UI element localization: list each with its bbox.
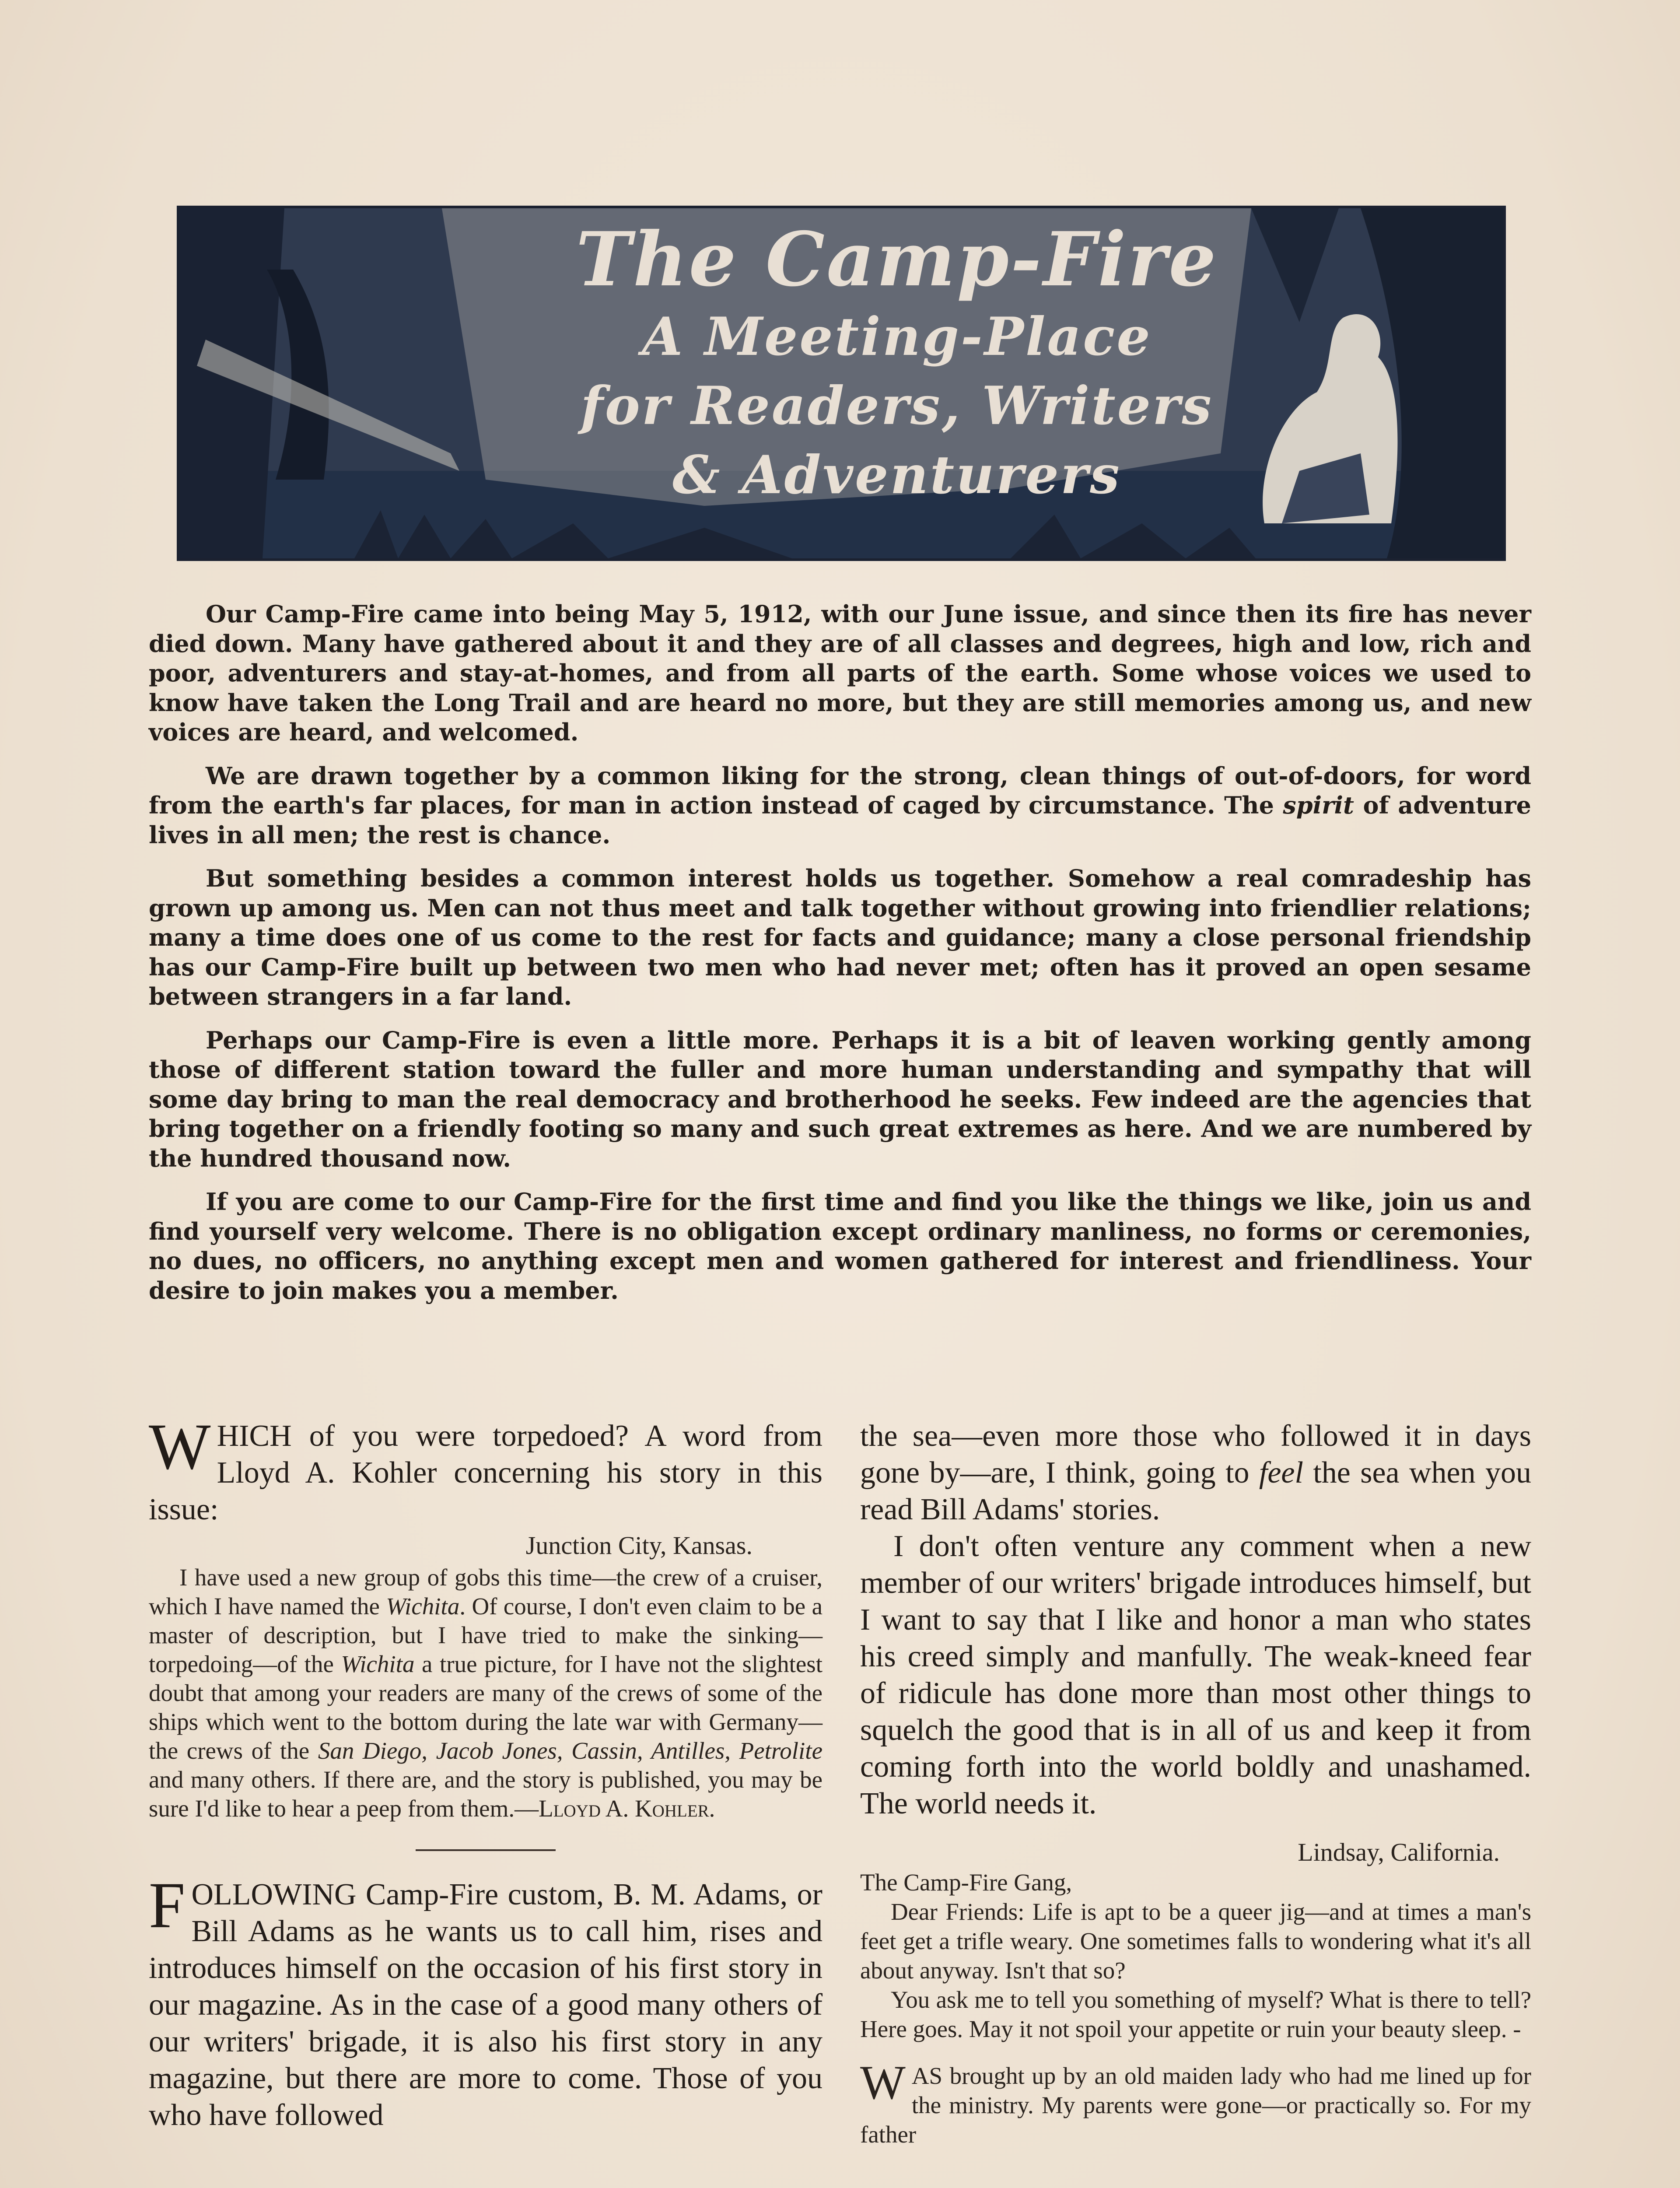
- ship-names: San Diego, Jacob Jones, Cassin, Antilles, Petrolite: [318, 1737, 822, 1764]
- letter-paragraph-drop: [860, 2056, 1531, 2149]
- banner-title-line4: & Adventurers: [672, 444, 1121, 506]
- kohler-intro: [149, 1410, 822, 1528]
- drop-cap: W: [860, 2056, 906, 2109]
- banner-title: [481, 217, 1312, 510]
- letter-location: Junction City, Kansas.: [525, 1531, 752, 1560]
- intro-paragraph-2-a: We are drawn together by a common liking for the strong, clean things of out-of-doors, for word from the earth's far places, for man in action instead of caged by circumstance. The: [149, 761, 1531, 819]
- banner-title-line3: for Readers, Writers: [581, 375, 1213, 437]
- intro-paragraph-5: If you are come to our Camp-Fire for the first time and find you like the things we like, join us and find yourself very welcome. There is no obligation except ordinary manliness, no forms or ceremonies, no dues, no officers, no anything except men and women gathered for interest and friendliness. Your desire to join makes you a member.: [149, 1188, 1531, 1304]
- ship-name: Wichita: [341, 1651, 415, 1677]
- adams-intro: [149, 1869, 822, 2134]
- drop-cap: F: [149, 1869, 186, 1942]
- kohler-letter: [149, 1528, 822, 1823]
- banner-title-line2: A Meeting-Place: [642, 306, 1152, 368]
- paragraph-text: the sea when you read Bill Adams' stories.: [860, 1456, 1531, 1526]
- letter-paragraph-text: AS brought up by an old maiden lady who had me lined up for the ministry. My parents were gone—or practically so. For my father: [860, 2062, 1531, 2148]
- intro-paragraph-2-b: of adventure lives in all men; the rest is chance.: [149, 791, 1531, 849]
- adams-intro-text: OLLOWING Camp-Fire custom, B. M. Adams, or Bill Adams as he wants us to call him, rises and introduces himself on the occasion of his first story in our magazine. As in the case of a good many others of our writers' brigade, it is also his first story in any magazine, but there are more to come. Those of you who have followed: [149, 1878, 822, 2132]
- intro-paragraph-4: Perhaps our Camp-Fire is even a little more. Perhaps it is a bit of leaven working gently among those of different station toward the fuller and more human understanding and sympathy that will some day bring to man the real democracy and brotherhood he seeks. Few indeed are the agencies that bring together on a friendly footing so many and such great extremes as here. And we are numbered by the hundred thousand now.: [149, 1026, 1531, 1172]
- paragraph-text: the sea—even more those who followed it in days gone by—are, I think, going to: [860, 1419, 1531, 1490]
- intro-paragraph-3: But something besides a common interest holds us together. Somehow a real comradeship has grown up among us. Men can not thus meet and talk together without growing into friendlier relations; many a time does one of us come to the rest for facts and guidance; many a close personal friendship has our Camp-Fire built up between two men who had never met; often has it proved an open sesame between strangers in a far land.: [149, 864, 1531, 1010]
- letter-paragraph: Dear Friends: Life is apt to be a queer jig—and at times a man's feet get a trifle weary. One sometimes falls to wondering what it's all about anyway. Isn't that so?: [860, 1898, 1531, 1984]
- emphasis: feel: [1259, 1456, 1303, 1490]
- letter-text: a true picture, for I have not the slightest doubt that among your readers are many of the crews of some of the ships which went to the bottom during the late war with Germany—the crews of the: [149, 1651, 822, 1764]
- editor-comment: I don't often venture any comment when a new member of our writers' brigade introduces himself, but I want to say that I like and honor a man who states his creed simply and manfully. The weak-kneed fear of ridicule has done more than most other things to squelch the good that is in all of us and keep it from coming forth into the world boldly and unashamed. The world needs it.: [860, 1529, 1531, 1820]
- intro-section: [149, 600, 1531, 1319]
- kohler-letter-body: [149, 1563, 822, 1823]
- camp-fire-banner: [177, 206, 1506, 561]
- left-column: [149, 1410, 822, 2134]
- ship-name: Wichita: [386, 1593, 460, 1620]
- letter-text: . Of course, I don't even claim to be a master of description, but I have tried to make the sinking—torpedoing—of the: [149, 1593, 822, 1677]
- letter-text: I have used a new group of gobs this time—the crew of a cruiser, which I have named the: [149, 1564, 822, 1620]
- letter-location: Lindsay, California.: [1298, 1838, 1500, 1866]
- letter-text: and many others. If there are, and the story is published, you may be sure I'd like to hear a peep from them.—: [149, 1766, 822, 1822]
- letter-signature: Lloyd A. Kohler.: [539, 1795, 715, 1822]
- adams-letter: [860, 1837, 1531, 2149]
- letter-paragraph: You ask me to tell you something of myself? What is there to tell? Here goes. May it not spoil your appetite or ruin your beauty sleep. -: [860, 1986, 1531, 2042]
- section-divider: [416, 1849, 556, 1851]
- intro-paragraph-2-em: spirit: [1283, 791, 1354, 819]
- intro-paragraph-1: Our Camp-Fire came into being May 5, 1912, with our June issue, and since then its fire has never died down. Many have gathered about it and they are of all classes and degrees, high and low, rich and poor, adventurers and stay-at-homes, and from all parts of the earth. Some whose voices we used to know have taken the Long Trail and are heard no more, but they are still memories among us, and new voices are heard, and welcomed.: [149, 600, 1531, 746]
- continued-paragraph: [860, 1418, 1531, 1528]
- right-column: [860, 1418, 1531, 2149]
- intro-paragraph-2: [149, 761, 1531, 850]
- drop-cap: W: [149, 1410, 211, 1483]
- kohler-intro-text: HICH of you were torpedoed? A word from Lloyd A. Kohler concerning his story in this issue:: [149, 1419, 822, 1526]
- letter-salutation: The Camp-Fire Gang,: [860, 1869, 1072, 1896]
- banner-title-line1: The Camp-Fire: [576, 216, 1218, 303]
